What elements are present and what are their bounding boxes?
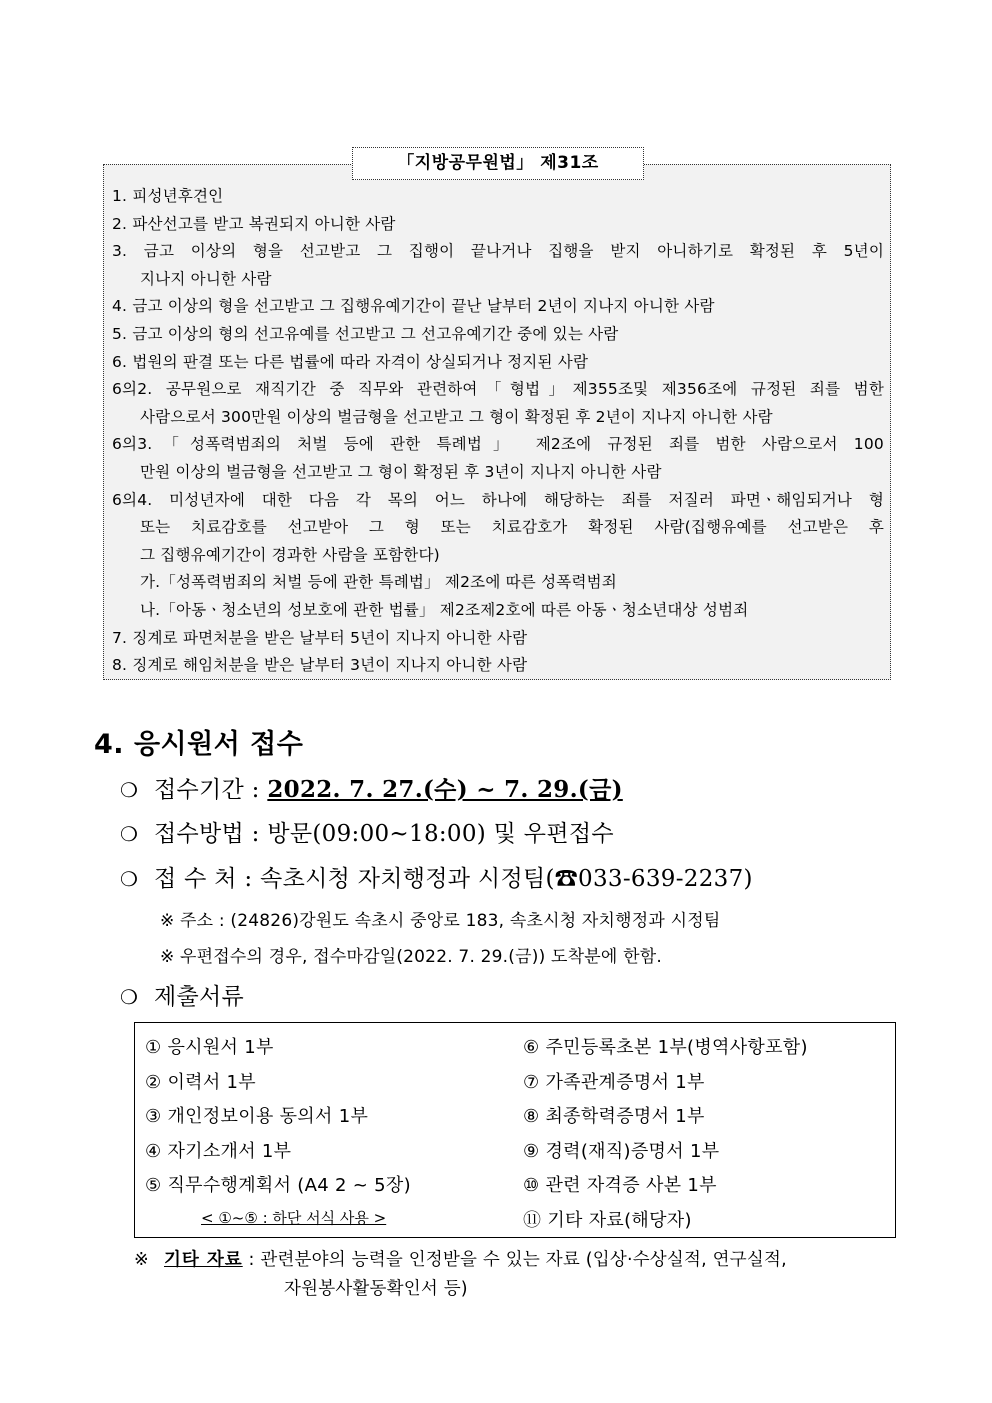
documents-row <box>120 978 244 1011</box>
documents-left-list <box>145 1031 411 1204</box>
document-item: ④ 자기소개서 1부 <box>145 1140 292 1162</box>
other-materials-note <box>134 1246 896 1304</box>
law-item-continuation: 지나지 아니한 사람 <box>140 269 272 288</box>
circle-bullet-icon: ❍ <box>120 778 139 802</box>
law-item-list <box>112 183 884 680</box>
law-item: 7. 징계로 파면처분을 받은 날부터 5년이 지나지 아니한 사람 <box>112 628 528 647</box>
law-subitem: 가.「성폭력범죄의 처벌 등에 관한 특례법」 제2조에 따른 성폭력범죄 <box>140 573 617 592</box>
period-row <box>120 771 623 804</box>
document-item: ⑩ 관련 자격증 사본 1부 <box>523 1175 717 1196</box>
document-item: ⑥ 주민등록초본 1부(병역사항포함) <box>523 1037 808 1058</box>
mail-note: ※ 우편접수의 경우, 접수마감일(2022. 7. 29.(금)) 도착분에 한함. <box>160 947 662 967</box>
other-materials-label: 기타 자료 <box>164 1250 243 1270</box>
law-item: 1. 피성년후견인 <box>112 187 224 205</box>
form-usage-note: < ①~⑤ : 하단 서식 사용 > <box>201 1209 387 1227</box>
period-value: 2022. 7. 27.(수) ~ 7. 29.(금) <box>267 776 623 803</box>
place-text: 접 수 처 : 속초시청 자치행정과 시정팀(☎033-639-2237) <box>154 866 753 892</box>
place-row <box>120 860 753 893</box>
law-title: 「지방공무원법」 제31조 <box>352 147 644 180</box>
period-label: 접수기간 : <box>154 777 268 803</box>
circle-bullet-icon: ❍ <box>120 822 139 846</box>
other-materials-line <box>134 1246 896 1275</box>
law-item-continuation: 또는 치료감호를 선고받아 그 형 또는 치료감호가 확정된 사람(집행유예를 선고받은 후 <box>140 518 884 537</box>
method-text: 접수방법 : 방문(09:00~18:00) 및 우편접수 <box>154 821 614 847</box>
law-item: 2. 파산선고를 받고 복권되지 아니한 사람 <box>112 214 396 233</box>
law-item: 6의3.「성폭력범죄의 처벌 등에 관한 특례법」 제2조에 규정된 죄를 범한 사람으로서 100 <box>112 435 884 454</box>
circle-bullet-icon: ❍ <box>120 867 139 891</box>
law-item: 8. 징계로 해임처분을 받은 날부터 3년이 지나지 아니한 사람 <box>112 656 528 675</box>
law-subitem: 나.「아동ㆍ청소년의 성보호에 관한 법률」 제2조제2호에 따른 아동ㆍ청소년대상 성범죄 <box>140 600 749 619</box>
document-item: ② 이력서 1부 <box>145 1071 256 1093</box>
documents-right-list <box>523 1031 808 1238</box>
other-materials-line2: 자원봉사활동확인서 등) <box>284 1279 468 1299</box>
law-item: 5. 금고 이상의 형의 선고유예를 선고받고 그 선고유예기간 중에 있는 사람 <box>112 324 619 343</box>
documents-box <box>134 1022 896 1238</box>
method-row <box>120 815 614 848</box>
law-item: 6의2. 공무원으로 재직기간 중 직무와 관련하여「형법」제355조및 제356조에 규정된 죄를 범한 <box>112 380 884 399</box>
law-item: 4. 금고 이상의 형을 선고받고 그 집행유예기간이 끝난 날부터 2년이 지나지 아니한 사람 <box>112 297 715 316</box>
other-materials-text: : 관련분야의 능력을 인정받을 수 있는 자료 (입상·수상실적, 연구실적, <box>242 1250 787 1270</box>
document-item: ⑪ 기타 자료(해당자) <box>523 1209 692 1231</box>
law-item-continuation: 만원 이상의 벌금형을 선고받고 그 형이 확정된 후 3년이 지나지 아니한 사람 <box>140 462 662 481</box>
document-item: ① 응시원서 1부 <box>145 1037 274 1058</box>
circle-bullet-icon: ❍ <box>120 985 139 1009</box>
address-note: ※ 주소 : (24826)강원도 속초시 중앙로 183, 속초시청 자치행정과 시정팀 <box>160 911 721 931</box>
law-item: 6. 법원의 판결 또는 다른 법률에 따라 자격이 상실되거나 정지된 사람 <box>112 352 589 371</box>
document-item: ⑧ 최종학력증명서 1부 <box>523 1106 705 1127</box>
document-item: ⑨ 경력(재직)증명서 1부 <box>523 1140 720 1162</box>
law-item: 6의4. 미성년자에 대한 다음 각 목의 어느 하나에 해당하는 죄를 저질러 파면ㆍ해임되거나 형 <box>112 490 884 509</box>
law-item: 3. 금고 이상의 형을 선고받고 그 집행이 끝나거나 집행을 받지 아니하기로 확정된 후 5년이 <box>112 242 884 261</box>
document-item: ⑦ 가족관계증명서 1부 <box>523 1071 705 1093</box>
law-item-continuation: 사람으로서 300만원 이상의 벌금형을 선고받고 그 형이 확정된 후 2년이 지나지 아니한 사람 <box>140 407 773 426</box>
document-item: ⑤ 직무수행계획서 (A4 2 ~ 5장) <box>145 1175 411 1196</box>
note-mark: ※ <box>134 1250 149 1270</box>
law-item-continuation: 그 집행유예기간이 경과한 사람을 포함한다) <box>140 545 440 564</box>
document-item: ③ 개인정보이용 동의서 1부 <box>145 1106 369 1127</box>
section-title: 4. 응시원서 접수 <box>94 729 304 760</box>
documents-label: 제출서류 <box>154 984 245 1010</box>
